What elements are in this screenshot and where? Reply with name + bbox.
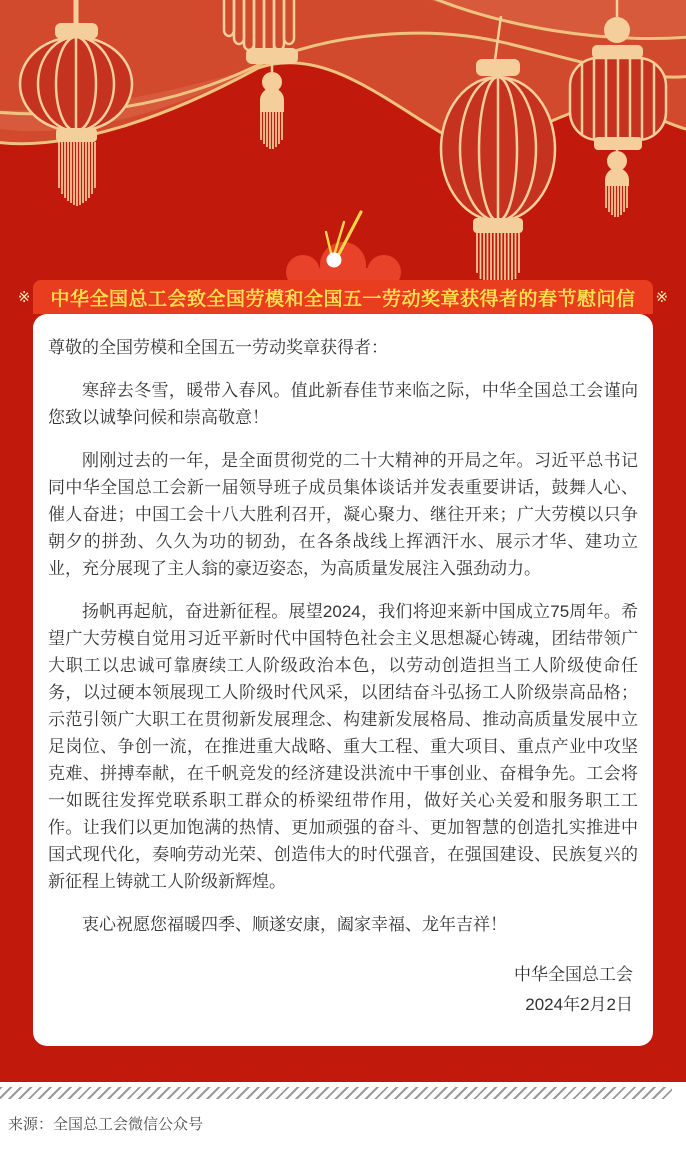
page-title: 中华全国总工会致全国劳模和全国五一劳动奖章获得者的春节慰问信: [50, 288, 636, 310]
letter-salutation: 尊敬的全国劳模和全国五一劳动奖章获得者：: [48, 338, 388, 357]
sparkle-icon: ※: [17, 288, 31, 306]
letter-paragraph: 寒辞去冬雪，暖带入春风。值此新春佳节来临之际，中华全国总工会谨向您致以诚挚问候和崇高敬意！: [48, 381, 638, 427]
letter-paragraph: 衷心祝愿您福暖四季、顺遂安康，阖家幸福、龙年吉祥！: [82, 915, 507, 934]
title-banner: [17, 280, 669, 314]
sparkle-icon: ※: [655, 288, 669, 306]
letter-paragraph: 刚刚过去的一年，是全面贯彻党的二十大精神的开局之年。习近平总书记同中华全国总工会新一届领导班子成员集体谈话并发表重要讲话，鼓舞人心、催人奋进；中国工会十八大胜利召开，凝心聚力、继往开来；广大劳模以只争朝夕的拼劲、久久为功的韧劲，在各条战线上挥洒汗水、展示才华、建功立业，充分展现了主人翁的豪迈姿态，为高质量发展注入强劲动力。: [48, 451, 638, 578]
signature-block: [48, 960, 638, 1020]
hatch-divider: [0, 1087, 672, 1099]
source-caption: 来源：全国总工会微信公众号: [0, 1099, 686, 1152]
banner-row: [17, 280, 669, 314]
letter-card: [33, 314, 653, 1046]
letter-body: [48, 377, 638, 938]
signature-date: 2024年2月2日: [525, 995, 633, 1014]
cloud-icon: [253, 208, 433, 286]
letter-paragraph: 扬帆再起航，奋进新征程。展望2024，我们将迎来新中国成立75周年。希望广大劳模自觉用习近平新时代中国特色社会主义思想凝心铸魂，团结带领广大职工以忠诚可靠赓续工人阶级政治本色，以劳动创造担当工人阶级使命任务，以过硬本领展现工人阶级时代风采，以团结奋斗弘扬工人阶级崇高品格；示范引领广大职工在贯彻新发展理念、构建新发展格局、推动高质量发展中立足岗位、争创一流，在推进重大战略、重大工程、重大项目、重点产业中攻坚克难、拼搏奉献，在千帆竞发的经济建设洪流中干事创业、奋楫争先。工会将一如既往发挥党联系职工群众的桥梁纽带作用，做好关心关爱和服务职工工作。让我们以更加饱满的热情、更加顽强的奋斗、更加智慧的创造扎实推进中国式现代化，奏响劳动光荣、创造伟大的时代强音，在强国建设、民族复兴的新征程上铸就工人阶级新辉煌。: [48, 602, 638, 891]
signature-name: 中华全国总工会: [514, 965, 633, 984]
